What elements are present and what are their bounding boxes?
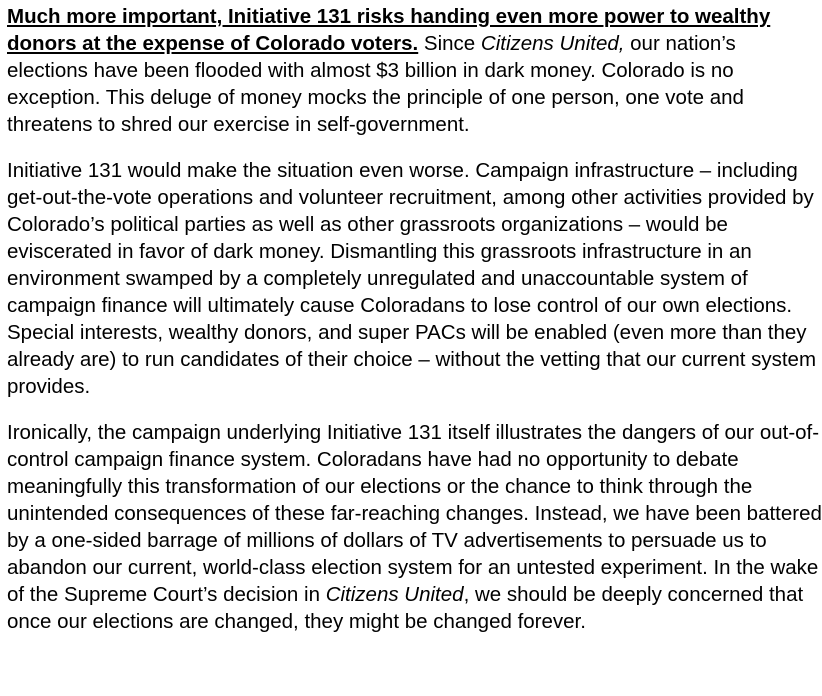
paragraph-1-lead: Much more important, Initiative 131 risks handing even more power to wealthy donors at the expense of Colorado voters. [7, 5, 771, 55]
paragraph-3-pre: Ironically, the campaign underlying Initiative 131 itself illustrates the dangers of our out-of-control campaign finance system. Coloradans have had no opportunity to debate meaningfully this transformation of our elections or the chance to think through the unintended consequences of these far-reaching changes. Instead, we have been battered by a one-sided barrage of millions of dollars of TV advertisements to persuade us to abandon our current, world-class election system for an untested experiment. In the wake of the Supreme Court’s decision in [7, 421, 822, 606]
paragraph-3 [7, 419, 822, 635]
paragraph-3-case-name: Citizens United [325, 583, 464, 606]
paragraph-1 [7, 3, 822, 138]
paragraph-1-case-name: Citizens United, [480, 32, 625, 55]
paragraph-1-post: our nation’s elections have been flooded with almost $3 billion in dark money. Colorado is no exception. This deluge of money mocks the principle of one person, one vote and threatens to shred our exercise in self-government. [7, 32, 744, 136]
paragraph-1-pre: Since [418, 32, 481, 55]
paragraph-3-post: , we should be deeply concerned that once our elections are changed, they might be changed forever. [7, 583, 804, 633]
paragraph-2: Initiative 131 would make the situation even worse. Campaign infrastructure – including get-out-the-vote operations and volunteer recruitment, among other activities provided by Colorado’s political parties as well as other grassroots organizations – would be eviscerated in favor of dark money. Dismantling this grassroots infrastructure in an environment swamped by a completely unregulated and unaccountable system of campaign finance will ultimately cause Coloradans to lose control of our own elections. Special interests, wealthy donors, and super PACs will be enabled (even more than they already are) to run candidates of their choice – without the vetting that our current system provides. [7, 159, 817, 398]
